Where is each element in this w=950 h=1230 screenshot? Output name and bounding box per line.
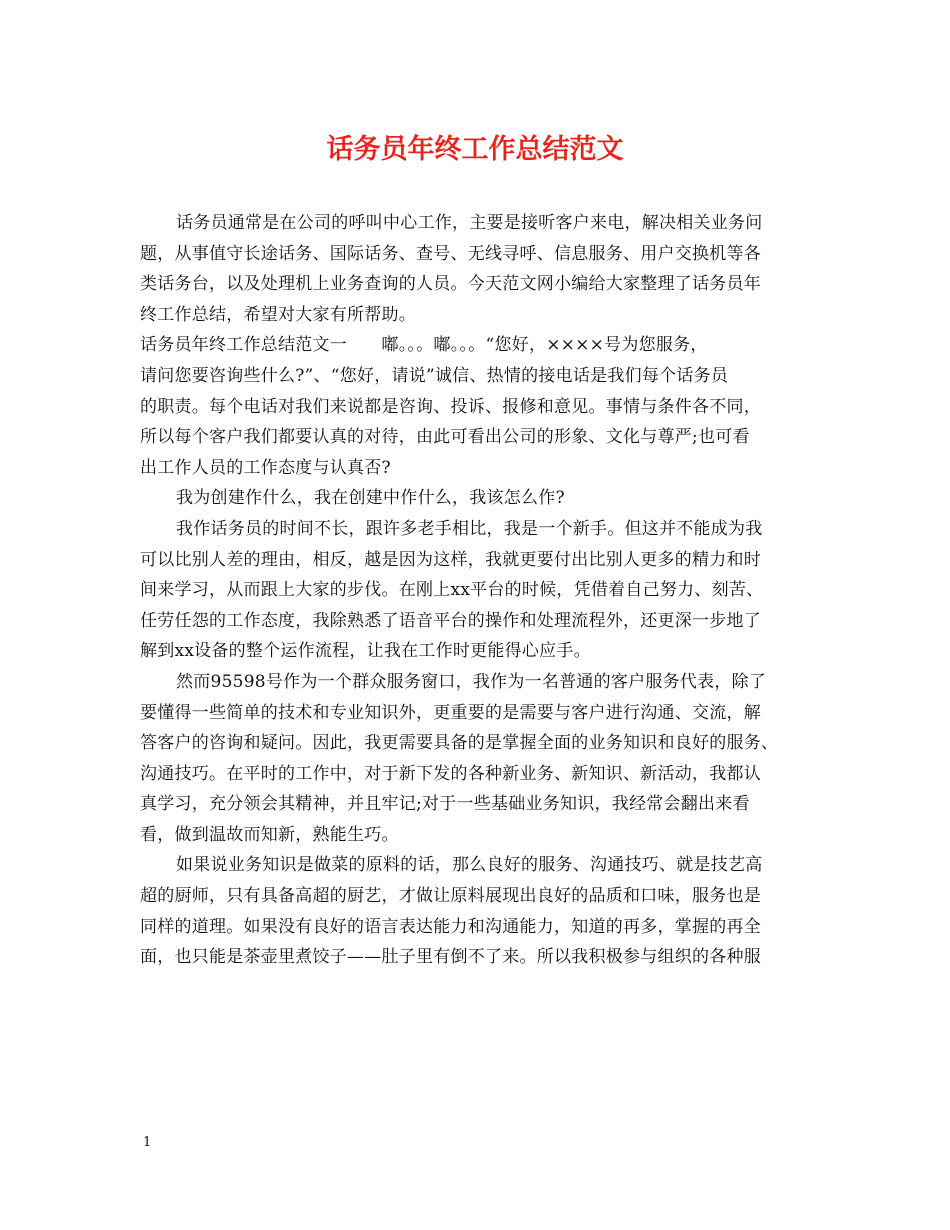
text-line: 可以比别人差的理由，相反，越是因为这样，我就更要付出比别人更多的精力和时 (140, 549, 761, 570)
text-line: 话务员年终工作总结范文一 嘟。。。嘟。。。“您好，××××号为您服务， (140, 335, 708, 356)
text-line: 话务员通常是在公司的呼叫中心工作，主要是接听客户来电，解决相关业务问 (176, 213, 763, 233)
text-line: 同样的道理。如果没有良好的语言表达能力和沟通能力，知道的再多，掌握的再全 (140, 916, 761, 937)
text-line: 间来学习，从而跟上大家的步伐。在刚上xx平台的时候，凭借着自己努力、刻苦、 (140, 580, 764, 601)
text-line: 出工作人员的工作态度与认真否? (140, 457, 391, 478)
text-line: 沟通技巧。在平时的工作中，对于新下发的各种新业务、新知识、新活动，我都认 (140, 763, 761, 784)
text-line: 任劳任怨的工作态度，我除熟悉了语音平台的操作和处理流程外，还更深一步地了 (140, 610, 761, 631)
text-line: 题，从事值守长途话务、国际话务、查号、无线寻呼、信息服务、用户交换机等各 (140, 243, 761, 264)
text-line: 解到xx设备的整个运作流程，让我在工作时更能得心应手。 (140, 641, 591, 662)
text-line: 然而95598号作为一个群众服务窗口，我作为一名普通的客户服务代表，除了 (176, 671, 767, 692)
text-line: 答客户的咨询和疑问。因此，我更需要具备的是掌握全面的业务知识和良好的服务、 (140, 733, 779, 754)
text-line: 超的厨师，只有具备高超的厨艺，才做让原料展现出良好的品质和口味，服务也是 (140, 886, 761, 907)
text-line: 我作话务员的时间不长，跟许多老手相比，我是一个新手。但这并不能成为我 (176, 518, 763, 539)
text-line: 请问您要咨询些什么?”、“您好，请说”诚信、热情的接电话是我们每个话务员 (140, 365, 729, 386)
text-line: 我为创建作什么，我在创建中作什么，我该怎么作? (176, 488, 565, 509)
text-line: 面，也只能是茶壶里煮饺子——肚子里有倒不了来。所以我积极参与组织的各种服 (140, 947, 761, 968)
page-title: 话务员年终工作总结范文 (326, 134, 624, 165)
document-body (140, 208, 826, 973)
text-line: 如果说业务知识是做菜的原料的话，那么良好的服务、沟通技巧、就是技艺高 (176, 855, 763, 876)
text-line: 的职责。每个电话对我们来说都是咨询、投诉、报修和意见。事情与条件各不同， (140, 396, 761, 417)
text-line: 要懂得一些简单的技术和专业知识外，更重要的是需要与客户进行沟通、交流，解 (140, 702, 761, 723)
text-line: 看，做到温故而知新，熟能生巧。 (140, 824, 399, 845)
text-line: 真学习，充分领会其精神，并且牢记;对于一些基础业务知识，我经常会翻出来看 (140, 794, 750, 815)
text-line: 所以每个客户我们都要认真的对待，由此可看出公司的形象、文化与尊严;也可看 (140, 427, 750, 448)
page-number: 1 (143, 1135, 152, 1150)
text-line: 终工作总结，希望对大家有所帮助。 (140, 304, 416, 325)
text-line: 类话务台，以及处理机上业务查询的人员。今天范文网小编给大家整理了话务员年 (140, 274, 761, 295)
